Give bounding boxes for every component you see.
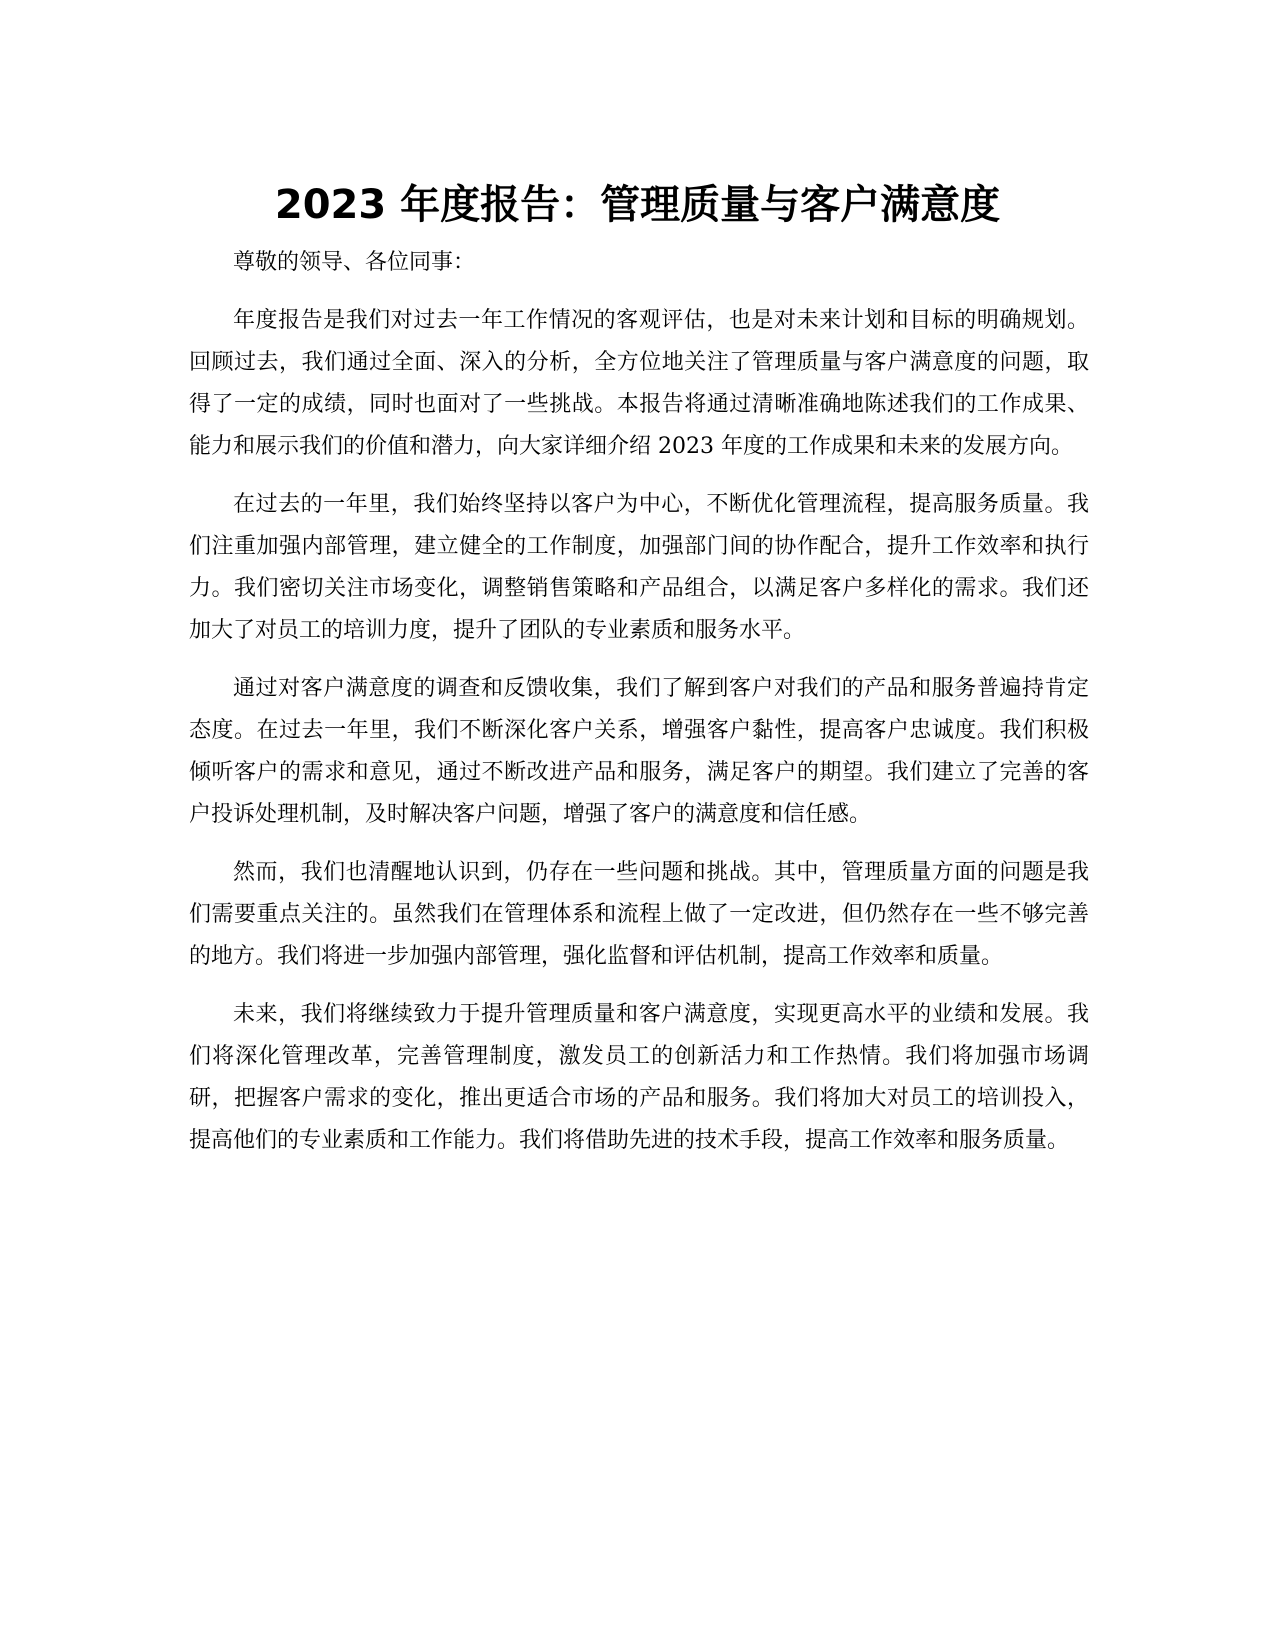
paragraph-customer-satisfaction: 通过对客户满意度的调查和反馈收集，我们了解到客户对我们的产品和服务普遍持肯定态度。在过去一年里，我们不断深化客户关系，增强客户黏性，提高客户忠诚度。我们积极倾听客户的需求和意见，通过不断改进产品和服务，满足客户的期望。我们建立了完善的客户投诉处理机制，及时解决客户问题，增强了客户的满意度和信任感。 bbox=[189, 676, 1089, 827]
document-body bbox=[189, 242, 1089, 1178]
paragraph-intro: 年度报告是我们对过去一年工作情况的客观评估，也是对未来计划和目标的明确规划。回顾过去，我们通过全面、深入的分析，全方位地关注了管理质量与客户满意度的问题，取得了一定的成绩，同时也面对了一些挑战。本报告将通过清晰准确地陈述我们的工作成果、能力和展示我们的价值和潜力，向大家详细介绍 2023 年度的工作成果和未来的发展方向。 bbox=[189, 308, 1089, 459]
greeting: 尊敬的领导、各位同事： bbox=[233, 250, 476, 275]
document-title: 2023 年度报告：管理质量与客户满意度 bbox=[274, 181, 1001, 228]
paragraph-achievements: 在过去的一年里，我们始终坚持以客户为中心，不断优化管理流程，提高服务质量。我们注重加强内部管理，建立健全的工作制度，加强部门间的协作配合，提升工作效率和执行力。我们密切关注市场变化，调整销售策略和产品组合，以满足客户多样化的需求。我们还加大了对员工的培训力度，提升了团队的专业素质和服务水平。 bbox=[189, 492, 1089, 643]
paragraph-challenges: 然而，我们也清醒地认识到，仍存在一些问题和挑战。其中，管理质量方面的问题是我们需要重点关注的。虽然我们在管理体系和流程上做了一定改进，但仍然存在一些不够完善的地方。我们将进一步加强内部管理，强化监督和评估机制，提高工作效率和质量。 bbox=[189, 860, 1089, 969]
paragraph-future: 未来，我们将继续致力于提升管理质量和客户满意度，实现更高水平的业绩和发展。我们将深化管理改革，完善管理制度，激发员工的创新活力和工作热情。我们将加强市场调研，把握客户需求的变化，推出更适合市场的产品和服务。我们将加大对员工的培训投入，提高他们的专业素质和工作能力。我们将借助先进的技术手段，提高工作效率和服务质量。 bbox=[189, 1002, 1089, 1153]
